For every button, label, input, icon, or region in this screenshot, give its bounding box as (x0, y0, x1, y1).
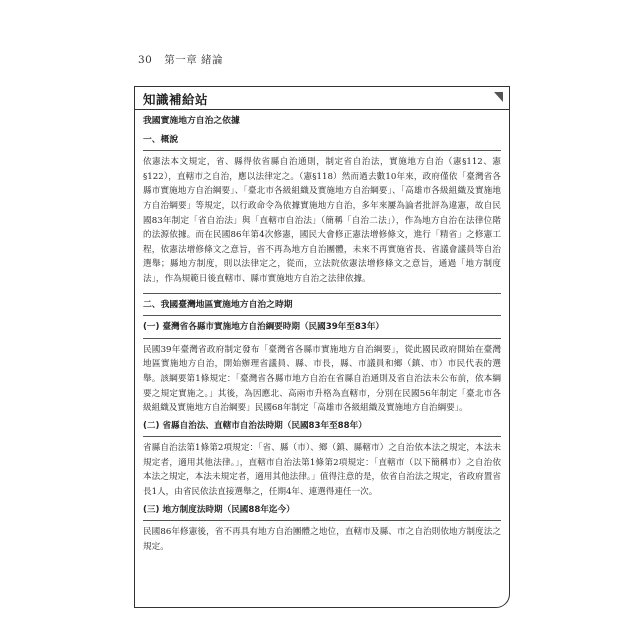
page-number: 30 (138, 54, 153, 66)
divider (143, 520, 501, 521)
topic-heading: 我國實施地方自治之依據 (143, 116, 240, 126)
period-heading-2: (二) 省縣自治法、直轄市自治法時期（民國83年至88年） (143, 420, 367, 431)
running-header (138, 52, 223, 67)
period-paragraph-1: 民國39年臺灣省政府制定發布「臺灣省各縣市實施地方自治綱要」，從此國民政府開始在臺灣地區實施地方自治，開始辦理省議員、縣、市長，縣、市議員和鄉（鎮、市）市民代表的選舉。該綱要第1條規定：「臺灣省各縣市地方自治在省縣自治通則及省自治法未公布前，依本綱要之規定實施之。」其後，為因應北、高兩市升格為直轄市，分別在民國56年制定「臺北市各級組織及實施地方自治綱要」民國68年制定「高雄市各級組織及實施地方自治綱要」。 (143, 344, 501, 414)
corner-triangle-icon (494, 92, 503, 102)
overview-paragraph: 依憲法本文規定，省、縣得依省縣自治通則，制定省自治法，實施地方自治（憲§112、憲§122），直轄市之自治，應以法律定之。（憲§118）然而過去數10年來，政府僅依「臺灣省各縣市實施地方自治綱要」、「臺北市各級組織及實施地方自治綱要」、「高雄市各級組織及實施地方自治綱要」等規定，以行政命令為依據實施地方自治，多年來屢為論者批評為違憲，故自民國83年制定「省自治法」與「直轄市自治法」（簡稱「自治二法」），作為地方自治在法律位階的法源依據。而在民國86年第4次修憲，國民大會修正憲法增修條文，進行「精省」之修憲工程，依憲法增修條文之意旨，省不再為地方自治團體，未來不再實施省長、省議會議員等自治選舉；縣地方制度，則以法律定之，從而，立法院依憲法增修條文之意旨，通過「地方制度法」，作為規範日後直轄市、縣市實施地方自治之法律依據。 (143, 157, 501, 284)
section-heading-overview: 一、概說 (143, 134, 179, 145)
divider (143, 436, 501, 437)
period-paragraph-2: 省縣自治法第1條第2項規定：「省、縣（市）、鄉（鎮、縣轄市）之自治依本法之規定，本法未規定者，適用其他法律。」，直轄市自治法第1條第2項規定：「直轄市（以下簡稱市）之自治依本法之規定，本法未規定者，適用其他法律。」值得注意的是，依省自治法之規定，省政府置省長1人，由省民依法直接選舉之，任期4年、連選得連任一次。 (143, 443, 501, 498)
chapter-title: 第一章 緒論 (164, 54, 224, 66)
box-content (143, 114, 501, 554)
divider (143, 338, 501, 339)
period-paragraph-3: 民國86年修憲後，省不再具有地方自治團體之地位，直轄市及縣、市之自治則依地方制度法之規定。 (143, 527, 501, 552)
divider (143, 293, 501, 294)
box-title-bar (135, 87, 509, 110)
box-title: 知識補給站 (143, 92, 209, 107)
period-heading-1: (一) 臺灣省各縣市實施地方自治綱要時期（民國39年至83年） (143, 322, 385, 333)
divider (143, 315, 501, 316)
divider (143, 150, 501, 151)
section-heading-periods: 二、我國臺灣地區實施地方自治之時期 (143, 299, 293, 310)
knowledge-box (134, 86, 510, 608)
period-heading-3: (三) 地方制度法時期（民國88年迄今） (143, 504, 295, 515)
